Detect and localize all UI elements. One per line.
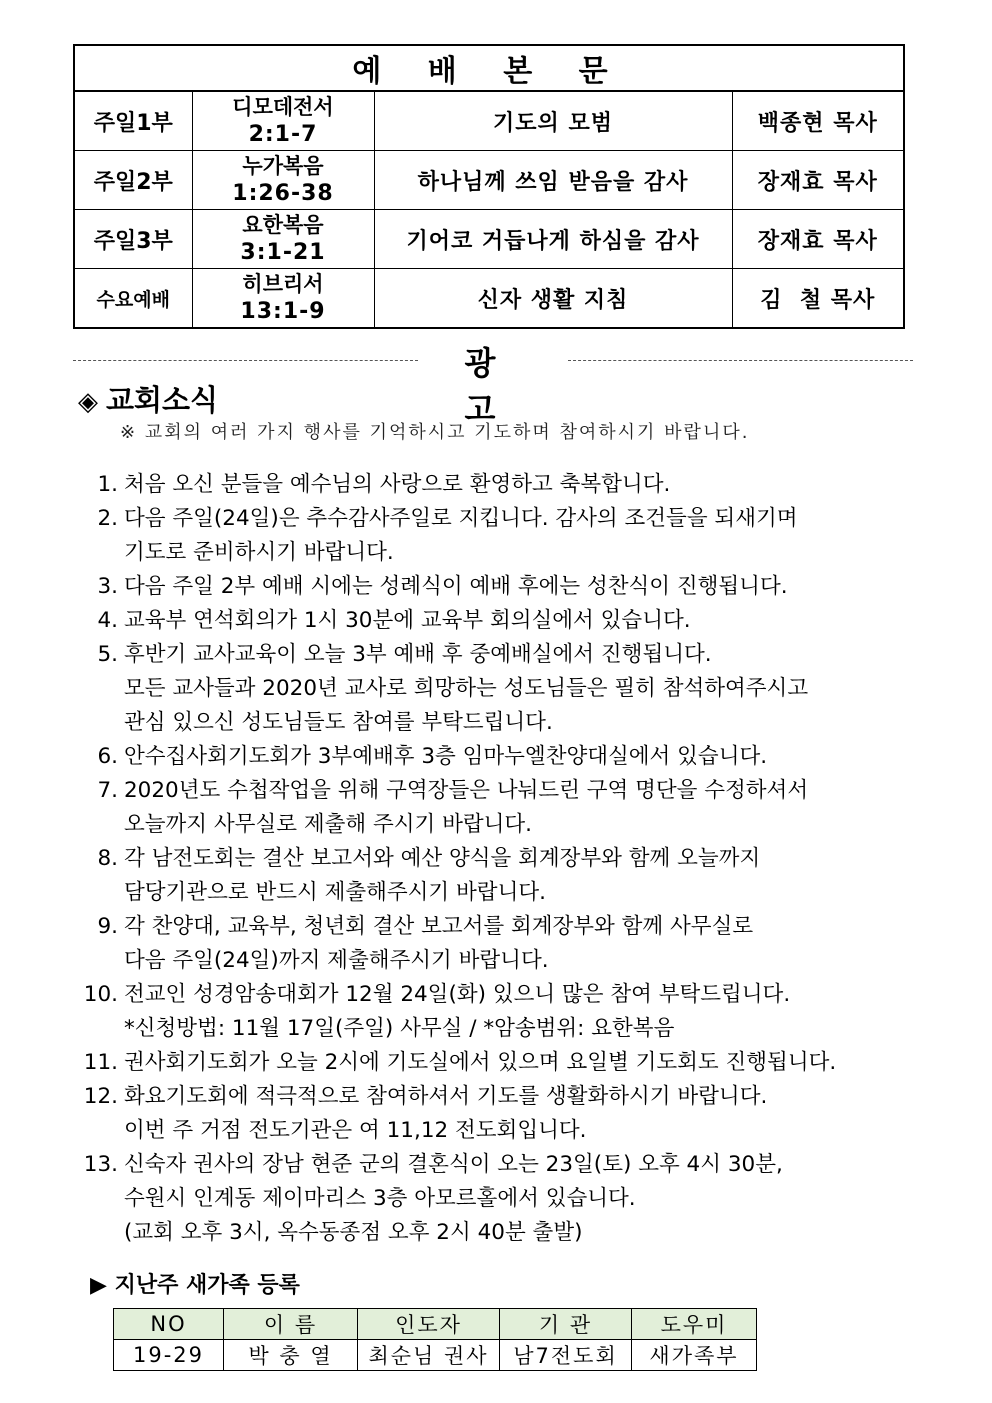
scripture-verse: 2:1-7 — [248, 122, 318, 147]
list-item — [70, 502, 920, 570]
announcement-title: 광 고 — [464, 344, 522, 428]
column-header: 이 름 — [224, 1309, 358, 1340]
worship-table — [73, 44, 905, 329]
item-text: 각 찬양대, 교육부, 청년회 결산 보고서를 회계장부와 함께 사무실로 — [124, 914, 754, 939]
item-number: 13. — [83, 1152, 118, 1177]
scripture-verse: 1:26-38 — [232, 181, 334, 206]
item-text: 수원시 인계동 제이마리스 3층 아모르홀에서 있습니다. — [124, 1186, 636, 1211]
table-header-row — [114, 1309, 757, 1340]
table-cell: 최순님 권사 — [358, 1340, 500, 1371]
item-text: 각 남전도회는 결산 보고서와 예산 양식을 회계장부와 함께 오늘까지 — [124, 846, 761, 871]
column-header: NO — [114, 1309, 224, 1340]
item-text: 다음 주일(24일)은 추수감사주일로 지킵니다. 감사의 조건들을 되새기며 — [124, 506, 798, 531]
item-text: (교회 오후 3시, 옥수동종점 오후 2시 40분 출발) — [124, 1220, 583, 1245]
item-text: 권사회기도회가 오늘 2시에 기도실에서 있으며 요일별 기도회도 진행됩니다. — [124, 1050, 837, 1075]
diamond-icon: ◈ — [78, 387, 98, 417]
scripture — [192, 151, 374, 210]
table-cell: 19-29 — [114, 1340, 224, 1371]
service-name: 주일2부 — [74, 151, 192, 210]
item-number: 5. — [97, 642, 118, 667]
announcement-list — [70, 468, 920, 1250]
section-title-text: 교회소식 — [106, 383, 219, 417]
scripture-book: 누가복음 — [242, 154, 324, 178]
item-text: 처음 오신 분들을 예수님의 사랑으로 환영하고 축복합니다. — [124, 472, 671, 497]
item-number: 8. — [97, 846, 118, 871]
table-row — [114, 1340, 757, 1371]
new-family-table — [113, 1308, 757, 1371]
list-item — [70, 468, 920, 502]
dashed-divider — [568, 360, 913, 361]
new-family-title: ▶ 지난주 새가족 등록 — [90, 1273, 300, 1298]
service-name: 주일1부 — [74, 91, 192, 151]
column-header: 기 관 — [500, 1309, 632, 1340]
item-number: 1. — [97, 472, 118, 497]
worship-title: 예 배 본 문 — [74, 45, 904, 91]
item-number: 7. — [97, 778, 118, 803]
item-number: 10. — [83, 982, 118, 1007]
column-header: 인도자 — [358, 1309, 500, 1340]
item-text: 후반기 교사교육이 오늘 3부 예배 후 중예배실에서 진행됩니다. — [124, 642, 712, 667]
table-cell: 박 충 열 — [224, 1340, 358, 1371]
item-number: 6. — [97, 744, 118, 769]
scripture-verse: 13:1-9 — [240, 299, 326, 324]
item-text: 교육부 연석회의가 1시 30분에 교육부 회의실에서 있습니다. — [124, 608, 691, 633]
dashed-divider — [73, 360, 418, 361]
table-row — [74, 91, 904, 151]
table-row — [74, 210, 904, 269]
sermon-title: 기어코 거듭나게 하심을 감사 — [374, 210, 732, 269]
item-text: 다음 주일(24일)까지 제출해주시기 바랍니다. — [124, 948, 549, 973]
item-text: 모든 교사들과 2020년 교사로 희망하는 성도님들은 필히 참석하여주시고 — [124, 676, 809, 701]
item-text: 신숙자 권사의 장남 현준 군의 결혼식이 오는 23일(토) 오후 4시 30분, — [124, 1152, 783, 1177]
preacher: 장재효 목사 — [732, 151, 904, 210]
item-text: 관심 있으신 성도님들도 참여를 부탁드립니다. — [124, 710, 553, 735]
item-number: 11. — [83, 1050, 118, 1075]
list-item — [70, 740, 920, 774]
list-item — [70, 570, 920, 604]
item-text: 전교인 성경암송대회가 12월 24일(화) 있으니 많은 참여 부탁드립니다. — [124, 982, 791, 1007]
sermon-title: 기도의 모범 — [374, 91, 732, 151]
list-item — [70, 842, 920, 910]
section-note: ※ 교회의 여러 가지 행사를 기억하시고 기도하며 참여하시기 바랍니다. — [120, 422, 750, 443]
scripture-verse: 3:1-21 — [240, 240, 326, 265]
column-header: 도우미 — [632, 1309, 757, 1340]
item-number: 3. — [97, 574, 118, 599]
scripture — [192, 269, 374, 329]
list-item — [70, 638, 920, 740]
item-number: 9. — [97, 914, 118, 939]
preacher: 백종현 목사 — [732, 91, 904, 151]
preacher: 장재효 목사 — [732, 210, 904, 269]
table-row — [74, 151, 904, 210]
sermon-title: 하나님께 쓰임 받음을 감사 — [374, 151, 732, 210]
item-text: 담당기관으로 반드시 제출해주시기 바랍니다. — [124, 880, 546, 905]
list-item — [70, 978, 920, 1046]
list-item — [70, 604, 920, 638]
table-row — [74, 269, 904, 329]
item-text: 오늘까지 사무실로 제출해 주시기 바랍니다. — [124, 812, 533, 837]
list-item — [70, 1080, 920, 1148]
service-name: 주일3부 — [74, 210, 192, 269]
item-text: 안수집사회기도회가 3부예배후 3층 임마누엘찬양대실에서 있습니다. — [124, 744, 768, 769]
item-text: 다음 주일 2부 예배 시에는 성례식이 예배 후에는 성찬식이 진행됩니다. — [124, 574, 788, 599]
item-number: 4. — [97, 608, 118, 633]
scripture — [192, 210, 374, 269]
scripture — [192, 91, 374, 151]
list-item — [70, 910, 920, 978]
item-number: 2. — [97, 506, 118, 531]
list-item — [70, 1148, 920, 1250]
scripture-book: 요한복음 — [242, 213, 324, 237]
service-name: 수요예배 — [74, 269, 192, 329]
item-text: 기도로 준비하시기 바랍니다. — [124, 540, 394, 565]
list-item — [70, 774, 920, 842]
item-text: *신청방법: 11월 17일(주일) 사무실 / *암송범위: 요한복음 — [124, 1016, 675, 1041]
item-text: 화요기도회에 적극적으로 참여하셔서 기도를 생활화하시기 바랍니다. — [124, 1084, 768, 1109]
item-text: 2020년도 수첩작업을 위해 구역장들은 나눠드린 구역 명단을 수정하셔서 — [124, 778, 809, 803]
section-title — [78, 378, 218, 419]
scripture-book: 히브리서 — [242, 272, 324, 296]
table-cell: 남7전도회 — [500, 1340, 632, 1371]
preacher: 김 철 목사 — [732, 269, 904, 329]
table-cell: 새가족부 — [632, 1340, 757, 1371]
scripture-book: 디모데전서 — [232, 95, 334, 119]
item-text: 이번 주 거점 전도기관은 여 11,12 전도회입니다. — [124, 1118, 587, 1143]
list-item — [70, 1046, 920, 1080]
item-number: 12. — [83, 1084, 118, 1109]
sermon-title: 신자 생활 지침 — [374, 269, 732, 329]
